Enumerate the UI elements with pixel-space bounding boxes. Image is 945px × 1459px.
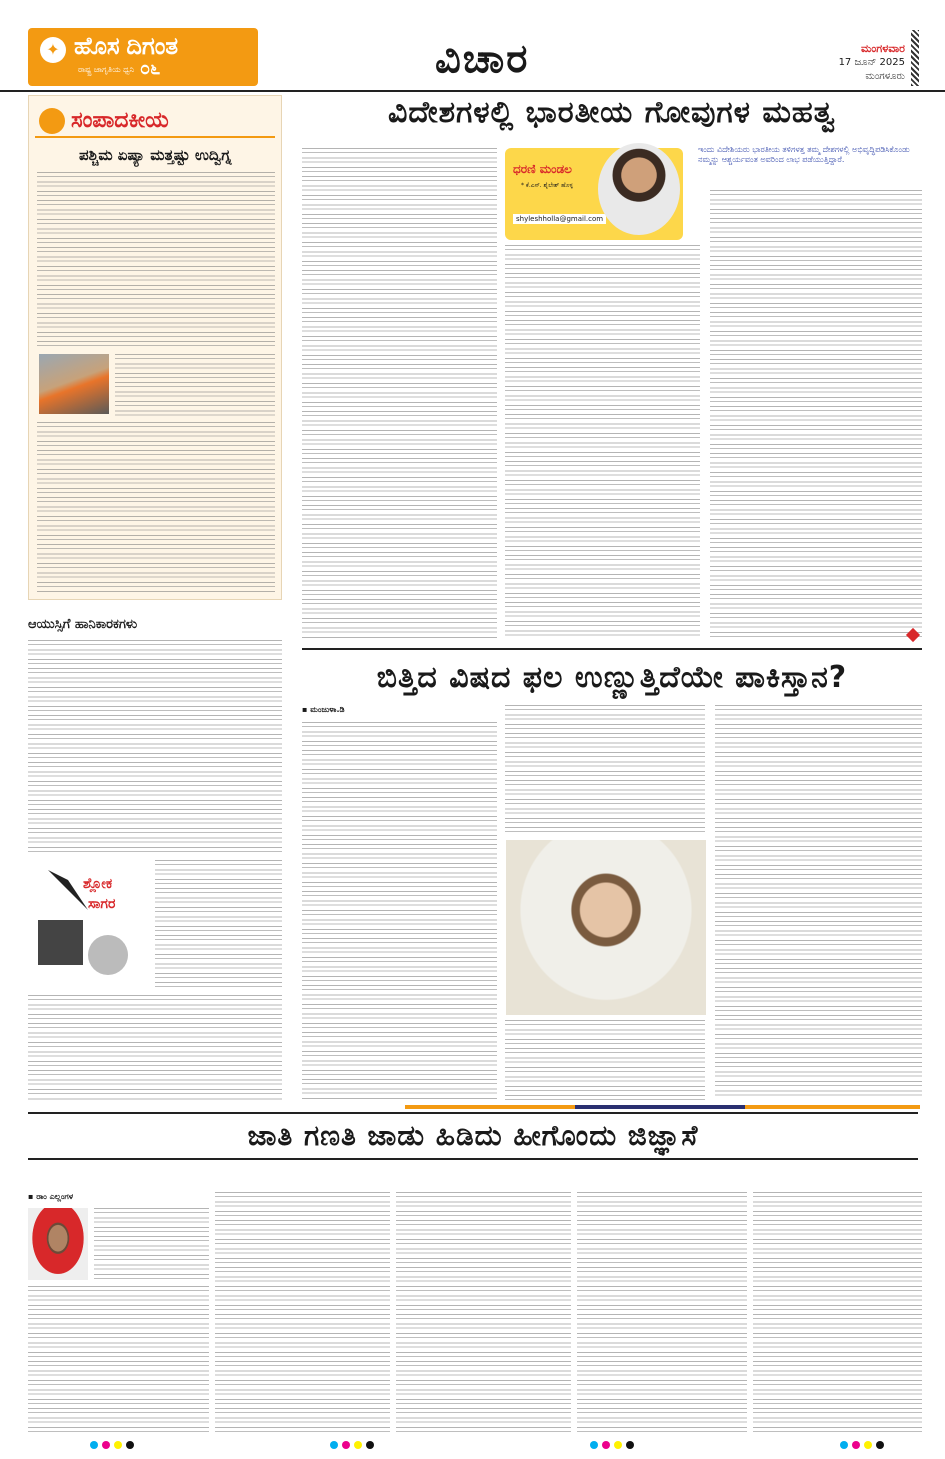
- article2-col2-bottom: [505, 1020, 705, 1100]
- article1-col2: [505, 245, 700, 638]
- sagara-text: ಸಾಗರ: [88, 896, 116, 912]
- divider: [302, 648, 922, 650]
- byline-name: ಮಂಜುಳಾ.ಡಿ: [310, 705, 345, 714]
- editorial-box: [28, 95, 282, 600]
- editorial-body-top: [37, 172, 275, 350]
- registration-dots: [330, 1441, 390, 1451]
- editorial-body-wrap: [115, 354, 275, 418]
- page-number: ೦೬: [140, 58, 161, 79]
- article3-col2: [215, 1192, 390, 1436]
- lamp-icon: [39, 108, 65, 134]
- article3-col4: [577, 1192, 747, 1436]
- logo-name: ಹೊಸ ದಿಗಂತ: [74, 33, 179, 60]
- byline-name: ರಾಂ ಎಲ್ಲಂಗಳ: [36, 1192, 74, 1201]
- registration-dots: [90, 1441, 150, 1451]
- article3-col1-wrap: [94, 1208, 209, 1283]
- author-photo: [598, 143, 680, 235]
- article2-photo: [506, 840, 706, 1015]
- ayurveda-body-wrap: [155, 860, 282, 990]
- article3-col5: [753, 1192, 922, 1436]
- author-email[interactable]: shyleshholla@gmail.com: [513, 214, 606, 224]
- shloka-sagara-logo: [28, 860, 148, 990]
- pull-quote: ಇಂದು ವಿದೇಶಿಯರು ಭಾರತೀಯ ತಳಿಗಳತ್ತ ತಮ್ಮ ದೇಶಗಳಲ್ಲಿ ಅಭಿವೃದ್ಧಿಪಡಿಸಿಕೊಂಡು ನಮ್ಮನ್ನು ಆಶ್ಚರ್ಯವಂತ ಅವರಿಂದ ಲಾಭ ಪಡೆಯುತ್ತಿದ್ದಾರೆ.: [698, 145, 910, 164]
- ayurveda-body-top: [28, 640, 282, 855]
- registration-dots: [590, 1441, 650, 1451]
- article3-col3: [396, 1192, 571, 1436]
- editorial-headline: ಪಶ್ಚಿಮ ಏಷ್ಯಾ ಮತ್ತಷ್ಟು ಉದ್ವಿಗ್ನ: [79, 146, 232, 164]
- editorial-label: ಸಂಪಾದಕೀಯ: [71, 108, 169, 133]
- article2-byline: ▪ ಮಂಜುಳಾ.ಡಿ: [302, 705, 345, 714]
- ayurveda-title: ಆಯುಸ್ಸಿಗೆ ಹಾನಿಕಾರಕಗಳು: [28, 617, 138, 632]
- city: ಮಂಗಳೂರು: [865, 71, 905, 82]
- article2-headline: ಬಿತ್ತಿದ ವಿಷದ ಫಲ ಉಣ್ಣುತ್ತಿದೆಯೇ ಪಾಕಿಸ್ತಾನ?: [376, 660, 848, 695]
- editorial-body-bottom: [37, 422, 275, 592]
- logo-tagline: ರಾಷ್ಟ್ರ ಜಾಗೃತಿಯ ಧ್ವನಿ: [78, 65, 135, 74]
- date: 17 ಜೂನ್ 2025: [838, 57, 905, 68]
- article3-byline: ▪ ರಾಂ ಎಲ್ಲಂಗಳ: [28, 1192, 74, 1201]
- registration-dots: [840, 1441, 900, 1451]
- editorial-photo: [39, 354, 109, 414]
- section-title: ವಿಚಾರ: [435, 36, 530, 82]
- editorial-banner: [35, 104, 275, 138]
- shloka-text: ಶ್ಲೋಕ: [83, 876, 113, 892]
- article3-author-photo: [28, 1208, 88, 1280]
- article1-col3: [710, 190, 922, 638]
- article2-col2-top: [505, 705, 705, 835]
- article1-col1: [302, 148, 497, 638]
- date-block: [839, 42, 905, 84]
- decorative-stripe: [911, 30, 919, 86]
- weekday: ಮಂಗಳವಾರ: [860, 42, 905, 55]
- column-name: ಧರಣಿ ಮಂಡಲ: [513, 162, 572, 176]
- article1-headline: ವಿದೇಶಗಳಲ್ಲಿ ಭಾರತೀಯ ಗೋವುಗಳ ಮಹತ್ವ: [388, 95, 836, 130]
- article3-col1: [28, 1286, 209, 1436]
- article2-col3: [715, 705, 922, 1100]
- lamp-icon: ✦: [40, 37, 66, 63]
- author-name: * ಕೆ.ಎಸ್. ಶೈಲೇಶ್ ಹೊಳ್ಳ: [521, 182, 573, 189]
- ayurveda-body-bottom: [28, 995, 282, 1100]
- color-bar: [405, 1105, 920, 1109]
- article2-col1: [302, 722, 497, 1100]
- article3-headline: ಜಾತಿ ಗಣತಿ ಜಾಡು ಹಿಡಿದು ಹೀಗೊಂದು ಜಿಜ್ಞಾಸೆ: [28, 1112, 918, 1160]
